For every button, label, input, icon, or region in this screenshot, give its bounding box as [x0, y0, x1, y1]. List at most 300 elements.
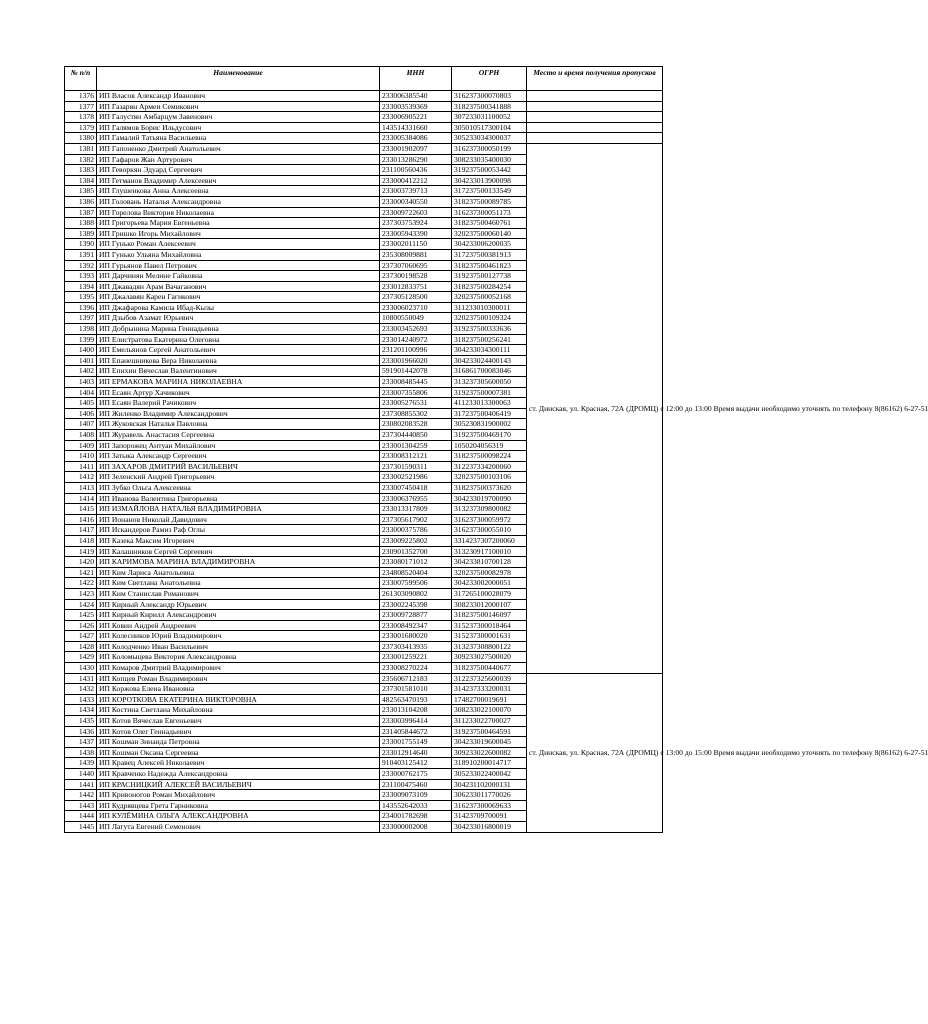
cell-num: 1420: [65, 557, 97, 568]
cell-inn: 233013317809: [380, 504, 452, 515]
cell-num: 1419: [65, 546, 97, 557]
cell-num: 1445: [65, 821, 97, 832]
cell-num: 1380: [65, 133, 97, 144]
cell-name: ИП Кошман Зинаида Петровна: [97, 737, 380, 748]
cell-inn: 234808520404: [380, 567, 452, 578]
cell-num: 1402: [65, 366, 97, 377]
table-row: [65, 91, 663, 102]
cell-num: 1389: [65, 228, 97, 239]
cell-num: 1442: [65, 790, 97, 801]
cell-name: ИП Калашников Сергей Сергеевич: [97, 546, 380, 557]
cell-ogrn: 304233002000051: [452, 578, 527, 589]
cell-num: 1393: [65, 271, 97, 282]
cell-num: 1405: [65, 398, 97, 409]
table-row: [65, 112, 663, 123]
cell-inn: 233009722603: [380, 207, 452, 218]
cell-inn: 233012914640: [380, 747, 452, 758]
cell-name: ИП Колесников Юрий Владимирович: [97, 631, 380, 642]
cell-ogrn: 311233022700027: [452, 716, 527, 727]
cell-inn: 237308855302: [380, 408, 452, 419]
cell-num: 1426: [65, 620, 97, 631]
cell-num: 1437: [65, 737, 97, 748]
cell-num: 1438: [65, 747, 97, 758]
cell-name: ИП Кирный Кирилл Александрович: [97, 610, 380, 621]
cell-num: 1417: [65, 525, 97, 536]
cell-ogrn: 319237500333636: [452, 324, 527, 335]
cell-name: ИП Иванова Валентина Григорьевна: [97, 493, 380, 504]
cell-name: ИП Ким Станислав Романович: [97, 588, 380, 599]
cell-name: ИП Власов Александр Иванович: [97, 91, 380, 102]
cell-inn: 237305128500: [380, 292, 452, 303]
cell-name: ИП ИЗМАЙЛОВА НАТАЛЬЯ ВЛАДИМИРОВНА: [97, 504, 380, 515]
cell-num: 1376: [65, 91, 97, 102]
cell-num: 1414: [65, 493, 97, 504]
cell-name: ИП Гунько Ульяна Михайловна: [97, 249, 380, 260]
cell-name: ИП КРАСНИЦКИЙ АЛЕКСЕЙ ВАСИЛЬЕВИЧ: [97, 779, 380, 790]
pickup-note: ст. Динская, ул. Красная, 72А (ДРОМЦ) с 12:00 до 13:00 Время выдачи необходимо уточнять по телефону 8(86162) 6-27-51: [527, 143, 663, 673]
cell-num: 1385: [65, 186, 97, 197]
cell-place-empty: [527, 101, 663, 112]
cell-name: ИП Кошман Оксана Сергеевна: [97, 747, 380, 758]
cell-num: 1436: [65, 726, 97, 737]
cell-num: 1412: [65, 472, 97, 483]
cell-name: ИП Глушенкова Анна Алексеевна: [97, 186, 380, 197]
cell-inn: 233005384086: [380, 133, 452, 144]
cell-num: 1401: [65, 355, 97, 366]
cell-name: ИП Запорожец Антуан Михайлович: [97, 440, 380, 451]
cell-ogrn: 317265100028079: [452, 588, 527, 599]
cell-inn: 233003996414: [380, 716, 452, 727]
cell-num: 1383: [65, 165, 97, 176]
cell-num: 1392: [65, 260, 97, 271]
cell-ogrn: 318237500098224: [452, 451, 527, 462]
cell-name: ИП Коржова Елена Ивановна: [97, 684, 380, 695]
cell-num: 1396: [65, 302, 97, 313]
cell-name: ИП Галямов Борис Ильдусович: [97, 122, 380, 133]
cell-ogrn: 305233034300037: [452, 133, 527, 144]
cell-name: ИП Гунько Роман Алексеевич: [97, 239, 380, 250]
cell-name: ИП ЗАХАРОВ ДМИТРИЙ ВАСИЛЬЕВИЧ: [97, 461, 380, 472]
cell-name: ИП Джавадян Арам Вачаганович: [97, 281, 380, 292]
cell-num: 1387: [65, 207, 97, 218]
cell-ogrn: 411233013300063: [452, 398, 527, 409]
cell-inn: 230901352700: [380, 546, 452, 557]
cell-num: 1431: [65, 673, 97, 684]
pickup-note: ст. Динская, ул. Красная, 72А (ДРОМЦ) с 13:00 до 15:00 Время выдачи необходимо уточнять по телефону 8(86162) 6-27-51: [527, 673, 663, 832]
cell-name: ИП Дзыбов Азамат Юрьевич: [97, 313, 380, 324]
table-row: [65, 133, 663, 144]
cell-name: ИП Зубко Ольга Алексеевна: [97, 482, 380, 493]
cell-name: ИП Коломыцева Виктория Александровна: [97, 652, 380, 663]
cell-name: ИП Емельянов Сергей Анатольевич: [97, 345, 380, 356]
cell-num: 1427: [65, 631, 97, 642]
cell-inn: 233001966020: [380, 355, 452, 366]
cell-inn: 233007355806: [380, 387, 452, 398]
cell-inn: 233006385540: [380, 91, 452, 102]
cell-inn: 233005943390: [380, 228, 452, 239]
cell-name: ИП Ионанов Николай Давидович: [97, 514, 380, 525]
cell-inn: 143514331660: [380, 122, 452, 133]
header-num: № п/п: [65, 67, 97, 91]
cell-ogrn: 316237300055010: [452, 525, 527, 536]
cell-name: ИП Кравченко Надежда Александровна: [97, 769, 380, 780]
cell-place-empty: [527, 91, 663, 102]
cell-num: 1388: [65, 218, 97, 229]
cell-num: 1418: [65, 535, 97, 546]
cell-inn: 233009225802: [380, 535, 452, 546]
cell-place-empty: [527, 112, 663, 123]
cell-num: 1378: [65, 112, 97, 123]
cell-name: ИП Котов Вячеслав Евгеньевич: [97, 716, 380, 727]
cell-name: ИП Казека Максим Игоревич: [97, 535, 380, 546]
cell-ogrn: 306233011770026: [452, 790, 527, 801]
header-row: [65, 67, 663, 91]
cell-inn: 237307060695: [380, 260, 452, 271]
cell-ogrn: 304233006200035: [452, 239, 527, 250]
cell-num: 1391: [65, 249, 97, 260]
cell-ogrn: 316237300051173: [452, 207, 527, 218]
cell-ogrn: 304233019700090: [452, 493, 527, 504]
cell-num: 1444: [65, 811, 97, 822]
cell-ogrn: 318237500256241: [452, 334, 527, 345]
cell-num: 1413: [65, 482, 97, 493]
cell-ogrn: 304233019600045: [452, 737, 527, 748]
cell-name: ИП Лагута Евгений Семенович: [97, 821, 380, 832]
cell-ogrn: 307233031100052: [452, 112, 527, 123]
cell-ogrn: 314237333200031: [452, 684, 527, 695]
cell-name: ИП Елистратова Екатерина Олеговна: [97, 334, 380, 345]
cell-inn: 231100475460: [380, 779, 452, 790]
cell-inn: 233001259221: [380, 652, 452, 663]
cell-name: ИП КОРОТКОВА ЕКАТЕРИНА ВИКТОРОВНА: [97, 694, 380, 705]
cell-num: 1397: [65, 313, 97, 324]
cell-inn: 233002011150: [380, 239, 452, 250]
cell-ogrn: 319237500007381: [452, 387, 527, 398]
cell-inn: 233014240972: [380, 334, 452, 345]
cell-num: 1415: [65, 504, 97, 515]
cell-name: ИП Ким Светлана Анатольевна: [97, 578, 380, 589]
cell-name: ИП Добрынина Марина Геннадьевна: [97, 324, 380, 335]
cell-inn: 233012833751: [380, 281, 452, 292]
cell-inn: 482563470193: [380, 694, 452, 705]
cell-name: ИП Есаян Валерий Рачикович: [97, 398, 380, 409]
cell-ogrn: 317237500381913: [452, 249, 527, 260]
cell-name: ИП Гафаров Жан Артурович: [97, 154, 380, 165]
cell-inn: 237303753924: [380, 218, 452, 229]
cell-inn: 233001680020: [380, 631, 452, 642]
cell-num: 1432: [65, 684, 97, 695]
cell-inn: 233080171012: [380, 557, 452, 568]
cell-ogrn: 304233024400143: [452, 355, 527, 366]
cell-name: ИП Джафарова Камила Ибад-Кызы: [97, 302, 380, 313]
cell-inn: 233003739713: [380, 186, 452, 197]
cell-inn: 233008312121: [380, 451, 452, 462]
cell-ogrn: 304233034300111: [452, 345, 527, 356]
cell-ogrn: 316237300050199: [452, 143, 527, 154]
cell-num: 1435: [65, 716, 97, 727]
cell-name: ИП Гришко Игорь Михайлович: [97, 228, 380, 239]
cell-ogrn: 313237309800082: [452, 504, 527, 515]
cell-inn: 910403125412: [380, 758, 452, 769]
cell-ogrn: 316237300059972: [452, 514, 527, 525]
cell-num: 1411: [65, 461, 97, 472]
cell-inn: 231405844672: [380, 726, 452, 737]
cell-name: ИП Комаров Дмитрий Владимирович: [97, 663, 380, 674]
cell-inn: 261303090802: [380, 588, 452, 599]
cell-ogrn: 1050204056319: [452, 440, 527, 451]
cell-inn: 233008492347: [380, 620, 452, 631]
cell-inn: 233003539369: [380, 101, 452, 112]
cell-num: 1404: [65, 387, 97, 398]
cell-name: ИП Гурьянов Павел Петрович: [97, 260, 380, 271]
cell-num: 1425: [65, 610, 97, 621]
cell-name: ИП Затыка Александр Сергеевич: [97, 451, 380, 462]
cell-name: ИП Кравец Алексей Николаевич: [97, 758, 380, 769]
cell-ogrn: 304233013900098: [452, 175, 527, 186]
cell-inn: 237301581010: [380, 684, 452, 695]
cell-num: 1440: [65, 769, 97, 780]
cell-ogrn: 319237500127738: [452, 271, 527, 282]
cell-num: 1429: [65, 652, 97, 663]
cell-ogrn: 320237500082978: [452, 567, 527, 578]
cell-name: ИП Копцев Роман Владимирович: [97, 673, 380, 684]
header-inn: ИНН: [380, 67, 452, 91]
cell-inn: 233008485445: [380, 377, 452, 388]
cell-inn: 233000412212: [380, 175, 452, 186]
cell-ogrn: 316237300069633: [452, 800, 527, 811]
cell-num: 1433: [65, 694, 97, 705]
table-row: [65, 673, 663, 684]
cell-num: 1421: [65, 567, 97, 578]
cell-inn: 237304440850: [380, 430, 452, 441]
cell-ogrn: 320237500052168: [452, 292, 527, 303]
cell-ogrn: 315237300018464: [452, 620, 527, 631]
cell-ogrn: 318237500341888: [452, 101, 527, 112]
cell-ogrn: 305233022400042: [452, 769, 527, 780]
cell-name: ИП Гапоненко Дмитрий Анатольевич: [97, 143, 380, 154]
cell-name: ИП Епанешникова Вера Николаевна: [97, 355, 380, 366]
cell-inn: 231201100996: [380, 345, 452, 356]
cell-inn: 233001755149: [380, 737, 452, 748]
cell-ogrn: 305230831900002: [452, 419, 527, 430]
cell-ogrn: 308233022100070: [452, 705, 527, 716]
cell-name: ИП Гамалий Татьяна Васильевна: [97, 133, 380, 144]
cell-inn: 591901442078: [380, 366, 452, 377]
cell-ogrn: 318237500284254: [452, 281, 527, 292]
cell-inn: 235606712183: [380, 673, 452, 684]
cell-name: ИП Жиленко Владимир Александрович: [97, 408, 380, 419]
cell-inn: 233000340550: [380, 196, 452, 207]
header-name: Наименование: [97, 67, 380, 91]
cell-num: 1390: [65, 239, 97, 250]
table-row: [65, 143, 663, 154]
cell-name: ИП Джалавян Карен Гагикович: [97, 292, 380, 303]
cell-num: 1434: [65, 705, 97, 716]
cell-inn: 233006376955: [380, 493, 452, 504]
cell-ogrn: 318237500460761: [452, 218, 527, 229]
cell-name: ИП Жуковская Наталья Павловна: [97, 419, 380, 430]
register-table: [64, 66, 928, 833]
cell-inn: 143552642033: [380, 800, 452, 811]
cell-num: 1408: [65, 430, 97, 441]
cell-ogrn: 31423709700091: [452, 811, 527, 822]
cell-num: 1400: [65, 345, 97, 356]
table-row: [65, 101, 663, 112]
cell-num: 1441: [65, 779, 97, 790]
cell-ogrn: 319237500053442: [452, 165, 527, 176]
cell-ogrn: 317237500133549: [452, 186, 527, 197]
cell-ogrn: 313237305600050: [452, 377, 527, 388]
cell-name: ИП Дарчинян Мелине Гайковна: [97, 271, 380, 282]
cell-ogrn: 309233027500020: [452, 652, 527, 663]
cell-name: ИП Гетманов Владимир Алексеевич: [97, 175, 380, 186]
cell-num: 1382: [65, 154, 97, 165]
cell-name: ИП Кирный Александр Юрьевич: [97, 599, 380, 610]
cell-name: ИП Головань Наталья Александровна: [97, 196, 380, 207]
cell-inn: 233006905221: [380, 112, 452, 123]
cell-num: 1386: [65, 196, 97, 207]
cell-place-empty: [527, 122, 663, 133]
cell-inn: 233000762175: [380, 769, 452, 780]
cell-inn: 233000375786: [380, 525, 452, 536]
cell-num: 1443: [65, 800, 97, 811]
cell-name: ИП Газарян Армен Семикович: [97, 101, 380, 112]
cell-name: ИП КУЛЁМИНА ОЛЬГА АЛЕКСАНДРОВНА: [97, 811, 380, 822]
cell-place-empty: [527, 133, 663, 144]
cell-ogrn: 318237500146097: [452, 610, 527, 621]
cell-name: ИП ЕРМАКОВА МАРИНА НИКОЛАЕВНА: [97, 377, 380, 388]
cell-ogrn: 319237500464591: [452, 726, 527, 737]
cell-num: 1399: [65, 334, 97, 345]
cell-ogrn: 319237500469170: [452, 430, 527, 441]
cell-num: 1381: [65, 143, 97, 154]
cell-ogrn: 315237300001631: [452, 631, 527, 642]
cell-name: ИП Григорьева Мария Евгеньевна: [97, 218, 380, 229]
header-place: Место и время получения пропусков: [527, 67, 663, 91]
cell-inn: 237303413935: [380, 641, 452, 652]
cell-ogrn: 305010517300104: [452, 122, 527, 133]
cell-ogrn: 318237500440677: [452, 663, 527, 674]
cell-num: 1439: [65, 758, 97, 769]
cell-ogrn: 312237334200060: [452, 461, 527, 472]
cell-num: 1379: [65, 122, 97, 133]
cell-inn: 233005276531: [380, 398, 452, 409]
cell-ogrn: 311233010300011: [452, 302, 527, 313]
cell-inn: 233013104208: [380, 705, 452, 716]
cell-num: 1403: [65, 377, 97, 388]
cell-ogrn: 304233016800019: [452, 821, 527, 832]
cell-ogrn: 313237308800122: [452, 641, 527, 652]
cell-inn: 233000002008: [380, 821, 452, 832]
cell-ogrn: 17482700019691: [452, 694, 527, 705]
cell-ogrn: 312237325600039: [452, 673, 527, 684]
cell-num: 1394: [65, 281, 97, 292]
cell-name: ИП Горелова Виктория Николаевна: [97, 207, 380, 218]
cell-inn: 233001902097: [380, 143, 452, 154]
cell-inn: 230802083528: [380, 419, 452, 430]
cell-ogrn: 308233035400030: [452, 154, 527, 165]
table-row: [65, 122, 663, 133]
cell-num: 1428: [65, 641, 97, 652]
cell-num: 1422: [65, 578, 97, 589]
cell-inn: 237300198528: [380, 271, 452, 282]
cell-num: 1395: [65, 292, 97, 303]
cell-ogrn: 320237500103106: [452, 472, 527, 483]
cell-ogrn: 304231102000131: [452, 779, 527, 790]
table-body: [65, 91, 928, 833]
cell-name: ИП Зеленский Андрей Григорьевич: [97, 472, 380, 483]
cell-ogrn: 3314237307200060: [452, 535, 527, 546]
cell-num: 1384: [65, 175, 97, 186]
cell-num: 1406: [65, 408, 97, 419]
cell-name: ИП Геворкян Эдуард Сергеевич: [97, 165, 380, 176]
cell-ogrn: 313230917100010: [452, 546, 527, 557]
cell-name: ИП Искандеров Рамиз Раф Оглы: [97, 525, 380, 536]
cell-ogrn: 318237500089785: [452, 196, 527, 207]
cell-inn: 237305617902: [380, 514, 452, 525]
cell-name: ИП Котов Олег Геннадьевич: [97, 726, 380, 737]
cell-name: ИП Есаян Артур Хачикович: [97, 387, 380, 398]
cell-name: ИП Галустян Амбарцум Завенович: [97, 112, 380, 123]
cell-name: ИП Ким Лариса Анатольевна: [97, 567, 380, 578]
cell-ogrn: 320237500060140: [452, 228, 527, 239]
cell-ogrn: 318237500461823: [452, 260, 527, 271]
cell-name: ИП Ковин Андрей Андреевич: [97, 620, 380, 631]
cell-num: 1377: [65, 101, 97, 112]
cell-inn: 233008270224: [380, 663, 452, 674]
cell-name: ИП Журавель Анастасия Сергеевна: [97, 430, 380, 441]
cell-num: 1430: [65, 663, 97, 674]
cell-ogrn: 309233022600082: [452, 747, 527, 758]
cell-inn: 231100560436: [380, 165, 452, 176]
cell-ogrn: 304233810700128: [452, 557, 527, 568]
cell-inn: 10800550049: [380, 313, 452, 324]
cell-inn: 233013286290: [380, 154, 452, 165]
cell-inn: 233002521986: [380, 472, 452, 483]
cell-ogrn: 317237500406419: [452, 408, 527, 419]
cell-name: ИП КАРИМОВА МАРИНА ВЛАДИМИРОВНА: [97, 557, 380, 568]
cell-inn: 235308009881: [380, 249, 452, 260]
cell-num: 1424: [65, 599, 97, 610]
cell-num: 1416: [65, 514, 97, 525]
cell-inn: 233002245398: [380, 599, 452, 610]
cell-name: ИП Епихин Вячеслав Валентинович: [97, 366, 380, 377]
cell-num: 1398: [65, 324, 97, 335]
cell-ogrn: 316861700083046: [452, 366, 527, 377]
cell-num: 1410: [65, 451, 97, 462]
cell-name: ИП Колодченко Иван Васильевич: [97, 641, 380, 652]
cell-num: 1407: [65, 419, 97, 430]
cell-num: 1409: [65, 440, 97, 451]
cell-inn: 233003452693: [380, 324, 452, 335]
cell-inn: 233001304259: [380, 440, 452, 451]
header-ogrn: ОГРН: [452, 67, 527, 91]
cell-ogrn: 318237500373620: [452, 482, 527, 493]
cell-name: ИП Костина Светлана Михайловна: [97, 705, 380, 716]
cell-name: ИП Кривоногов Роман Михайлович: [97, 790, 380, 801]
cell-num: 1423: [65, 588, 97, 599]
cell-inn: 234001782698: [380, 811, 452, 822]
cell-inn: 233009073109: [380, 790, 452, 801]
cell-inn: 237301590311: [380, 461, 452, 472]
cell-ogrn: 318910200014717: [452, 758, 527, 769]
cell-inn: 233009728877: [380, 610, 452, 621]
cell-ogrn: 308233012000107: [452, 599, 527, 610]
cell-inn: 233006023710: [380, 302, 452, 313]
cell-inn: 233007599506: [380, 578, 452, 589]
cell-ogrn: 316237300070803: [452, 91, 527, 102]
cell-ogrn: 320237500109324: [452, 313, 527, 324]
